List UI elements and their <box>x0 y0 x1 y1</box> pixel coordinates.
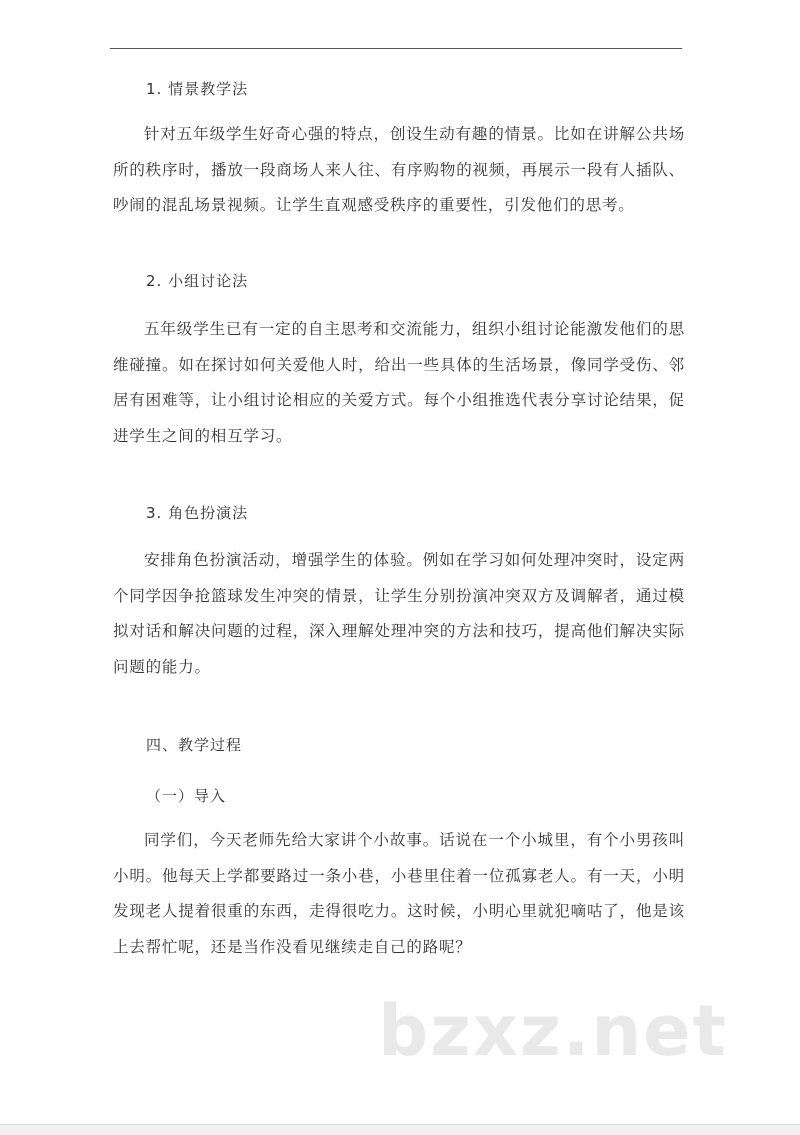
header-rule <box>110 48 682 49</box>
section-heading-3: 3. 角色扮演法 <box>146 504 249 522</box>
sub-heading: （一）导入 <box>146 787 227 805</box>
site-watermark: bzxz.net <box>378 990 729 1072</box>
section-paragraph-1: 针对五年级学生好奇心强的特点，创设生动有趣的情景。比如在讲解公共场所的秩序时，播放一段商场人来人往、有序购物的视频，再展示一段有人插队、吵闹的混乱场景视频。让学生直观感受秩序的重要性，引发他们的思考。 <box>113 125 685 214</box>
page-bottom-edge <box>0 1124 800 1135</box>
intro-paragraph: 同学们，今天老师先给大家讲个小故事。话说在一个小城里，有个小男孩叫小明。他每天上学都要路过一条小巷，小巷里住着一位孤寡老人。有一天，小明发现老人提着很重的东西，走得很吃力。这时候，小明心里就犯嘀咕了，他是该上去帮忙呢，还是当作没看见继续走自己的路呢？ <box>113 831 685 956</box>
section-heading-2: 2. 小组讨论法 <box>146 272 249 290</box>
section-heading-1: 1. 情景教学法 <box>146 80 249 98</box>
part-heading: 四、教学过程 <box>146 736 243 754</box>
section-paragraph-3: 安排角色扮演活动，增强学生的体验。例如在学习如何处理冲突时，设定两个同学因争抢篮球发生冲突的情景，让学生分别扮演冲突双方及调解者，通过模拟对话和解决问题的过程，深入理解处理冲突的方法和技巧，提高他们解决实际问题的能力。 <box>113 551 685 676</box>
section-paragraph-2: 五年级学生已有一定的自主思考和交流能力，组织小组讨论能激发他们的思维碰撞。如在探讨如何关爱他人时，给出一些具体的生活场景，像同学受伤、邻居有困难等，让小组讨论相应的关爱方式。每个小组推选代表分享讨论结果，促进学生之间的相互学习。 <box>113 320 685 445</box>
